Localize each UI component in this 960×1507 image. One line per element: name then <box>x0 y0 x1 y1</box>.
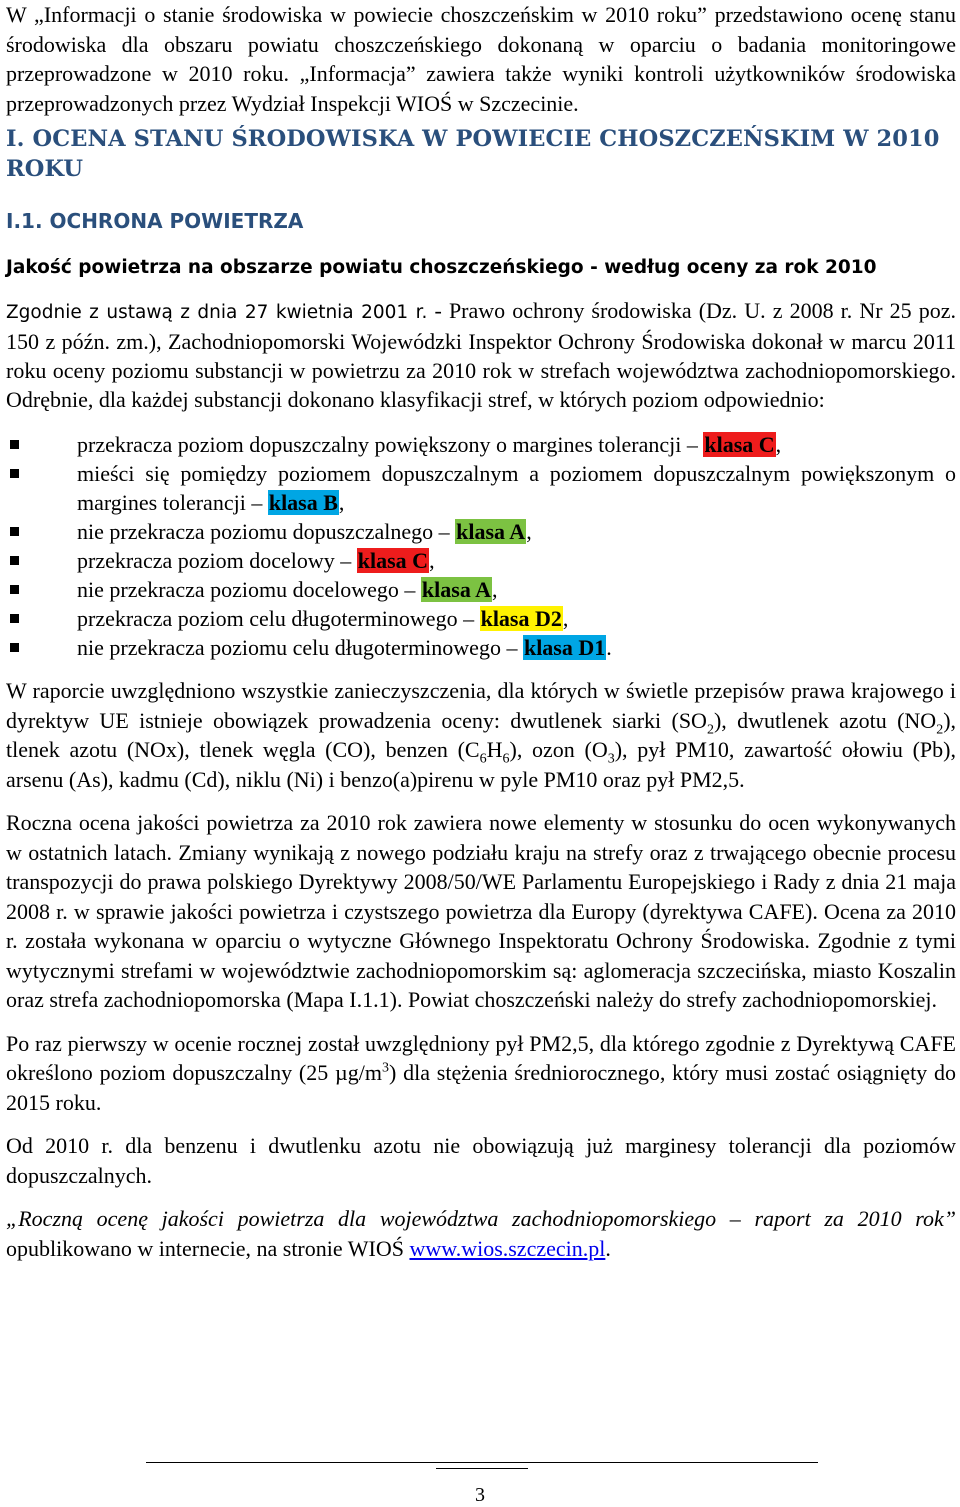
criterion-text: nie przekracza poziomu celu długoterminowego – <box>77 635 523 660</box>
annual-assessment-paragraph: Roczna ocena jakości powietrza za 2010 rok zawiera nowe elementy w stosunku do ocen wykonywanych w ostatnich latach. Zmiany wynikają z nowego podziału kraju na strefy oraz z trwającego obecnie procesu transpozycji do prawa polskiego Dyrektywy 2008/50/WE Parlamentu Europejskiego i Rady z dnia 21 maja 2008 r. w sprawie jakości powietrza i czystszego powietrza dla Europy (dyrektywa CAFE). Ocena za 2010 r. została wykonana w oparciu o wytyczne Głównego Inspektoratu Ochrony Środowiska. Zgodnie z tymi wytycznymi strefami w województwie zachodniopomorskim są: aglomeracja szczecińska, miasto Koszalin oraz strefa zachodniopomorska (Mapa I.1.1). Powiat choszczeński należy do strefy zachodniopomorskiej. <box>6 810 956 1012</box>
list-item <box>6 517 956 546</box>
criterion-end: , <box>429 548 435 573</box>
section-heading: I.1. OCHRONA POWIETRZA <box>6 209 304 233</box>
criterion-text: przekracza poziom dopuszczalny powiększony o margines tolerancji – <box>77 432 704 457</box>
pm25-paragraph: Po raz pierwszy w ocenie rocznej został uwzględniony pył PM2,5, dla którego zgodnie z Dyrektywą CAFE określono poziom dopuszczalny (25 $\mu g/m^3$) dla stężenia średniorocznego, który musi zostać osiągnięty do 2015 roku. <box>6 1030 956 1115</box>
list-item <box>6 546 956 575</box>
list-item <box>6 604 956 633</box>
criterion-end: , <box>562 606 569 631</box>
pollutants-paragraph: W raporcie uwzględniono wszystkie zanieczyszczenia, dla których w świetle przepisów prawa krajowego i dyrektyw UE istnieje obowiązek prowadzenia oceny: dwutlenek siarki $(SO_2)$, dwutlenek azotu $(NO_2)$, tlenek azotu (NOx), tlenek węgla (CO), benzen $(C_6H_6)$, ozon $(O_3)$, pył PM10, zawartość ołowiu (Pb), arsenu (As), kadmu (Cd), niklu (Ni) i benzo(a)pirenu w pyle PM10 oraz pył PM2,5. <box>6 678 957 792</box>
criterion-text: nie przekracza poziomu docelowego – <box>77 577 421 602</box>
class-badge: klasa B <box>268 490 338 515</box>
ustawa-text: - Prawo ochrony środowiska (Dz. U. z 2008 r. Nr 25 poz. 150 z późn. zm.), Zachodniopomorski Wojewódzki Inspektor Ochrony Środowiska dokonał w marcu 2011 roku oceny poziomu substancji w powietrzu za 2010 rok w strefach województwa zachodniopomorskiego. Odrębnie, dla każdej substancji dokonano klasyfikacji stref, w których poziom odpowiednio: <box>6 298 956 412</box>
class-badge: klasa C <box>357 548 429 573</box>
ustawa-lead: Zgodnie z ustawą z dnia 27 kwietnia 2001 r. <box>6 302 428 323</box>
footer-divider-short <box>436 1468 528 1469</box>
criterion-end: , <box>492 577 498 602</box>
criterion-text: przekracza poziom celu długoterminowego – <box>77 606 480 631</box>
intro-paragraph: W „Informacji o stanie środowiska w powiecie choszczeńskim w 2010 roku” przedstawiono ocenę stanu środowiska dla obszaru powiatu choszczeńskiego dokonaną w oparciu o badania monitoringowe przeprowadzone w 2010 roku. „Informacja” zawiera także wyniki kontroli użytkowników środowiska przeprowadzonych przez Wydział Inspekcji WIOŚ w Szczecinie. <box>6 2 956 116</box>
list-item <box>6 430 956 459</box>
criterion-text: mieści się pomiędzy poziomem dopuszczalnym a poziomem dopuszczalnym powiększonym o margines tolerancji – <box>77 461 956 515</box>
bullet-square-icon <box>10 556 19 565</box>
ustawa-paragraph <box>6 296 956 414</box>
criterion-end: . <box>606 635 612 660</box>
criterion-text: przekracza poziom docelowy – <box>77 548 357 573</box>
footer-divider <box>146 1462 818 1463</box>
bullet-square-icon <box>10 469 19 478</box>
bullet-square-icon <box>10 527 19 536</box>
class-badge: klasa C <box>704 432 775 457</box>
page-number: 3 <box>475 1484 485 1506</box>
chapter-heading: I. OCENA STANU ŚRODOWISKA W POWIECIE CHOSZCZEŃSKIM W 2010 ROKU <box>6 126 940 182</box>
report-title: „Roczną ocenę jakości powietrza dla województwa zachodniopomorskiego – raport za 2010 rok” <box>6 1206 956 1231</box>
publication-text: opublikowano w internecie, na stronie WIOŚ <box>6 1235 410 1261</box>
classification-list <box>6 430 956 662</box>
list-item <box>6 575 956 604</box>
class-badge: klasa A <box>456 519 526 544</box>
list-item <box>6 459 956 517</box>
benzene-paragraph: Od 2010 r. dla benzenu i dwutlenku azotu nie obowiązują już marginesy tolerancji dla poziomów dopuszczalnych. <box>6 1133 956 1188</box>
criterion-end: , <box>775 432 782 457</box>
wios-website-link[interactable]: www.wios.szczecin.pl <box>409 1235 606 1261</box>
document-page <box>6 0 956 1263</box>
bullet-square-icon <box>10 440 19 449</box>
class-badge: klasa A <box>421 577 491 602</box>
class-badge: klasa D2 <box>480 606 562 631</box>
criterion-end: , <box>526 519 532 544</box>
bullet-square-icon <box>10 643 19 652</box>
class-badge: klasa D1 <box>523 635 606 660</box>
criterion-end: , <box>338 490 345 515</box>
list-item <box>6 633 956 662</box>
publication-paragraph: „Roczną ocenę jakości powietrza dla województwa zachodniopomorskiego – raport za 2010 rok” opublikowano w internecie, na stronie WIOŚ www.wios.szczecin.pl. <box>6 1206 956 1261</box>
bullet-square-icon <box>10 585 19 594</box>
subsection-heading: Jakość powietrza na obszarze powiatu choszczeńskiego - według oceny za rok 2010 <box>6 257 877 278</box>
criterion-text: nie przekracza poziomu dopuszczalnego – <box>77 519 456 544</box>
bullet-square-icon <box>10 614 19 623</box>
